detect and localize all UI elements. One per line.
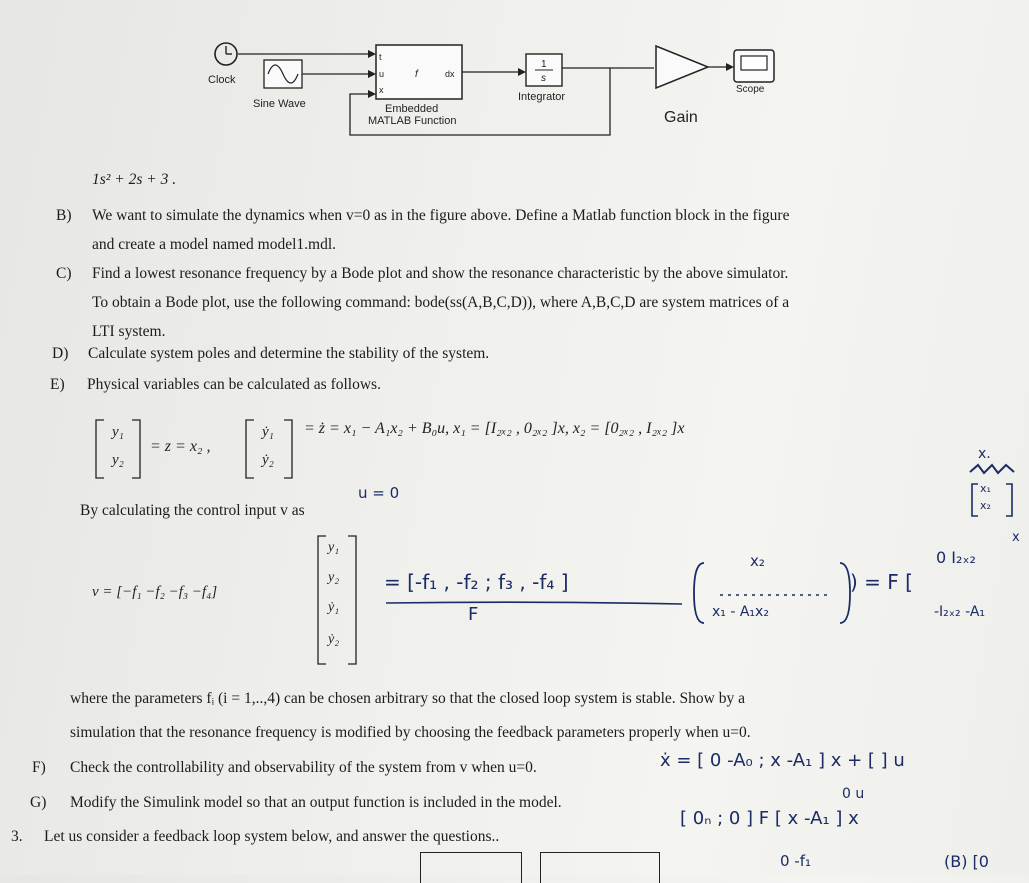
hand-xdot-eq: ẋ = [ 0 -A₀ ; x -A₁ ] x + [ ] u — [660, 750, 905, 771]
scope-label: Scope — [736, 84, 765, 95]
hand-second-eq: [ 0ₙ ; 0 ] F [ x -A₁ ] x — [680, 808, 859, 829]
integrator-den: s — [541, 73, 546, 84]
cvec-y2-dot: ẏ₂ — [328, 632, 340, 647]
cvec-y1-dot: ẏ₁ — [328, 600, 340, 615]
scope-block — [734, 50, 774, 95]
item-d-line-1: Calculate system poles and determine the stability of the system. — [88, 345, 490, 362]
item-f-label: F) — [32, 759, 46, 776]
item-c-line-1: Find a lowest resonance frequency by a Bode plot and show the resonance characteristic by the above simulator. — [92, 265, 789, 282]
cvec-y1: y₁ — [328, 540, 340, 555]
item-d-label: D) — [52, 345, 69, 362]
hand-eq-f: ) = F [ — [850, 570, 913, 594]
vec-y2-dot: ẏ₂ — [262, 452, 274, 468]
eq-rest: = ż = x₁ − A₁x₂ + B₀u, x₁ = [I₂ₓ₂ , 0₂ₓ₂ ]x, x₂ = [0₂ₓ₂ , I₂ₓ₂ ]x — [304, 420, 685, 437]
vec-y1: y₁ — [112, 424, 124, 440]
hand-matrix-brackets — [690, 555, 860, 635]
where-line-2: simulation that the resonance frequency is modified by choosing the feedback parameters properly when u=0. — [70, 724, 751, 741]
simulink-diagram — [180, 30, 980, 180]
item-c-line-3: LTI system. — [92, 323, 166, 340]
item-f-text: Check the controllability and observability of the system from v when u=0. — [70, 759, 537, 776]
equation-physical-variables — [92, 418, 932, 482]
item-c-label: C) — [56, 265, 72, 282]
clock-block — [208, 43, 237, 86]
by-calculating-text: By calculating the control input v as — [80, 502, 305, 519]
hand-x-vec-label: x. — [978, 446, 991, 462]
hand-second-top: 0 u — [842, 786, 865, 802]
item-c-line-2: To obtain a Bode plot, use the following command: bode(ss(A,B,C,D)), where A,B,C,D are system matrices of a — [92, 294, 790, 311]
clock-label: Clock — [208, 74, 236, 86]
where-line-1: where the parameters fᵢ (i = 1,..,4) can be chosen arbitrary so that the closed loop system is stable. Show by a — [70, 690, 745, 707]
hand-mat-bottom: x₁ - A₁x₂ — [712, 604, 769, 620]
port-x: x — [379, 85, 384, 95]
item-e-line-1: Physical variables can be calculated as follows. — [87, 376, 381, 393]
hand-fraction-line — [384, 600, 684, 606]
hand-u-zero: u = 0 — [358, 484, 400, 502]
sine-wave-label: Sine Wave — [253, 98, 306, 110]
integrator-num: 1 — [541, 59, 547, 70]
item-e-label: E) — [50, 376, 65, 393]
integrator-label: Integrator — [518, 91, 566, 103]
function-f: f — [415, 69, 418, 80]
hand-x-vec-2: x₂ — [980, 499, 991, 512]
item-b-label: B) — [56, 207, 72, 224]
bottom-block-left — [420, 852, 522, 883]
hand-x-vec-1: x₁ — [980, 482, 991, 495]
hand-mat-top: x₂ — [750, 552, 765, 570]
bottom-block-right — [540, 852, 660, 883]
item-3-text: Let us consider a feedback loop system below, and answer the questions.. — [44, 828, 500, 845]
item-g-label: G) — [30, 794, 47, 811]
hand-x-vec-brackets — [968, 482, 1018, 520]
mfunc-label-1: Embedded — [385, 103, 439, 115]
hand-f-row: = [-f₁ , -f₂ ; f₃ , -f₄ ] — [384, 570, 569, 594]
item-g-text: Modify the Simulink model so that an output function is included in the model. — [70, 794, 562, 811]
hand-bottom-row: 0 -f₁ — [780, 852, 812, 870]
mfunc-label-2: MATLAB Function — [368, 115, 457, 127]
hand-f-under: F — [468, 604, 479, 625]
item-b-line-1: We want to simulate the dynamics when v=0 as in the figure above. Define a Matlab function block in the figure — [92, 207, 790, 224]
item-b-line-2: and create a model named model1.mdl. — [92, 236, 337, 253]
port-u: u — [379, 69, 385, 79]
control-law — [92, 534, 362, 668]
embedded-matlab-function-block — [368, 45, 462, 127]
port-t: t — [379, 52, 382, 62]
hand-scribble — [968, 462, 1018, 476]
hand-x-mark: x — [1012, 530, 1020, 545]
port-dx: dx — [445, 69, 455, 79]
characteristic-polynomial: 1s² + 2s + 3 . — [92, 171, 177, 188]
vec-y1-dot: ẏ₁ — [262, 424, 274, 440]
hand-block-bottom: -I₂ₓ₂ -A₁ — [934, 604, 986, 620]
item-3-label: 3. — [11, 828, 23, 845]
gain-label: Gain — [664, 109, 698, 126]
control-lhs: v = [−f₁ −f₂ −f₃ −f₄] — [92, 584, 218, 600]
hand-block-top: 0 I₂ₓ₂ — [936, 548, 976, 567]
cvec-y2: y₂ — [328, 570, 340, 585]
integrator-block — [518, 54, 565, 103]
sine-wave-block — [253, 60, 306, 110]
vec-y2: y₂ — [112, 452, 124, 468]
eq-mid: = z = x₂ , — [150, 438, 211, 455]
gain-block — [656, 46, 708, 126]
hand-corner: (B) [0 — [944, 852, 989, 871]
